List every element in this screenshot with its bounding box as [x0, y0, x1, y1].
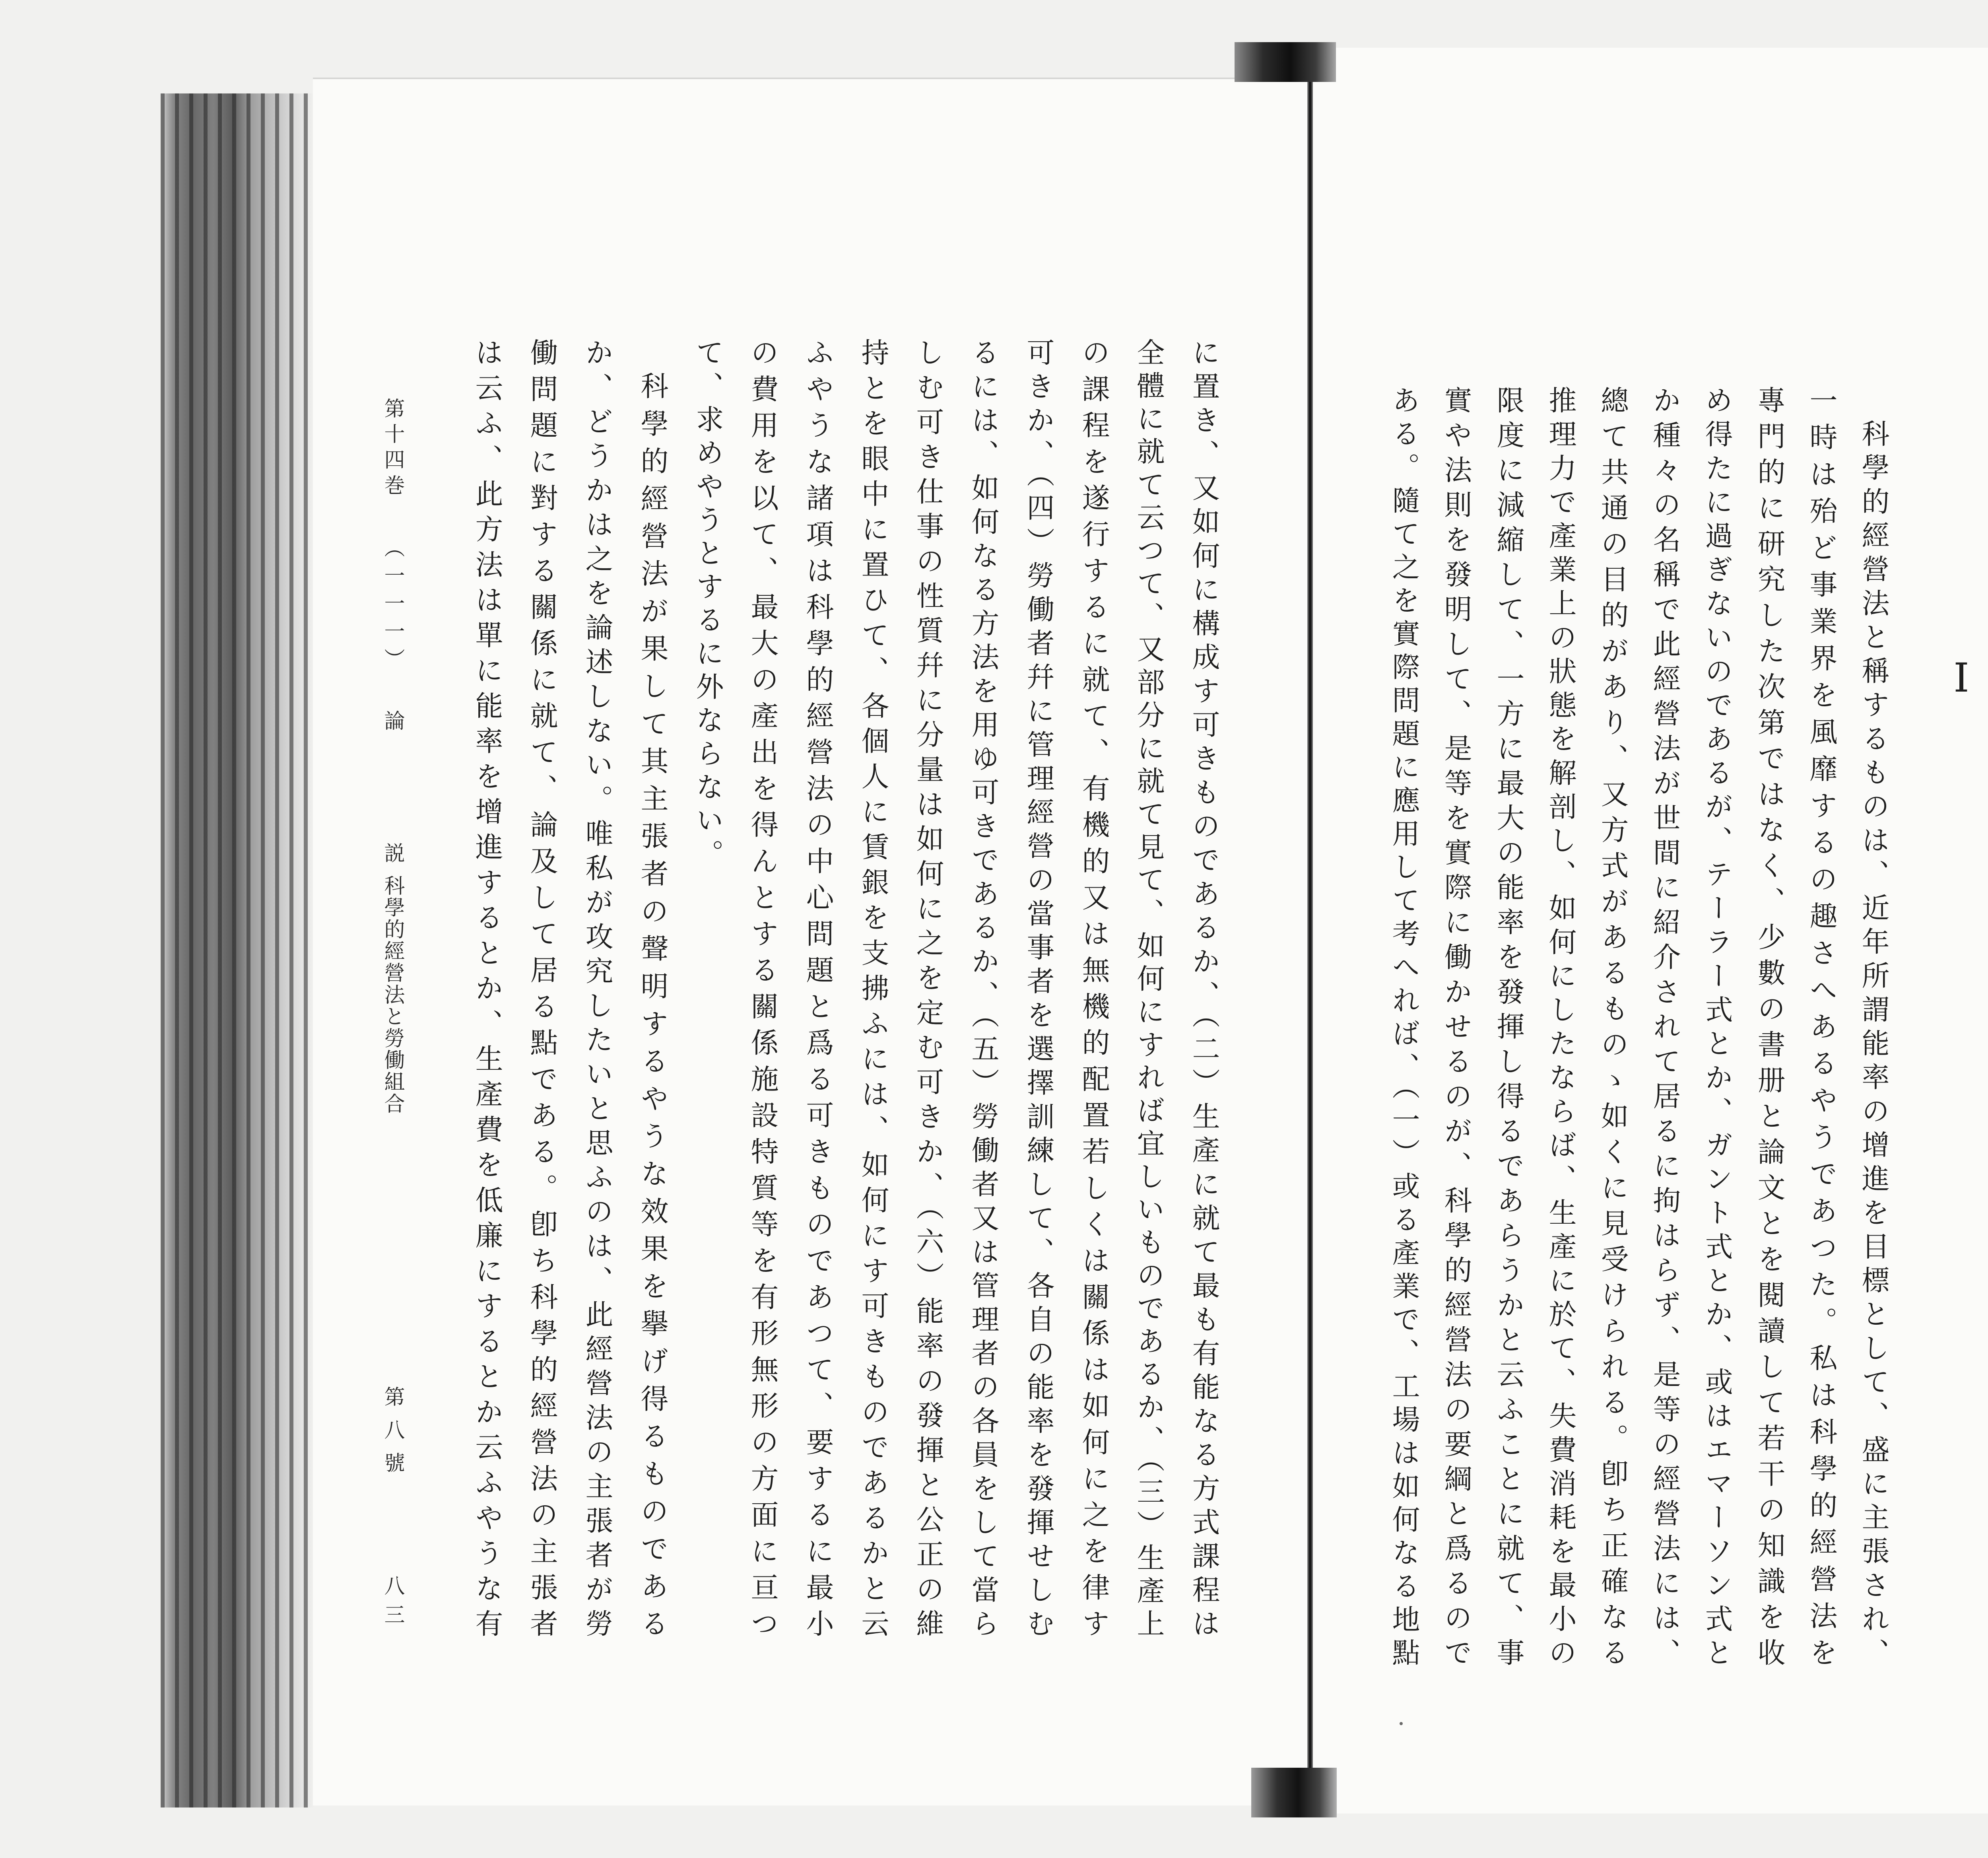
- text-column: て、求めやうとするに外ならない。: [691, 338, 724, 873]
- text-column: しむ可き仕事の性質幷に分量は如何に之を定む可きか、（六）能率の發揮と公正の維: [912, 338, 944, 1637]
- scan-speck: [1400, 1722, 1403, 1725]
- gutter-shadow: [1307, 60, 1313, 1806]
- text-column: 科學的經營法と稱するものは、近年所謂能率の增進を目標として、盛に主張され、: [1857, 419, 1890, 1666]
- text-column: 限度に減縮して、一方に最大の能率を發揮し得るであらうかと云ふことに就て、事: [1492, 386, 1525, 1666]
- binding-bottom-shadow: [1251, 1768, 1337, 1817]
- section-label: 論説: [381, 710, 404, 863]
- text-column: 科學的經營法が果して其主張者の聲明するやうな效果を擧げ得るものである: [636, 371, 669, 1637]
- text-column: か、どうかは之を論述しない。唯私が攻究したいと思ふのは、此經營法の主張者が勞: [581, 338, 613, 1637]
- serial-page-number: （一一一）: [381, 537, 404, 669]
- text-column: 働問題に對する關係に就て、論及して居る點である。卽ち科學的經營法の主張者: [526, 338, 558, 1637]
- section-number: I: [1953, 655, 1969, 701]
- page-stack-edge: [161, 93, 316, 1807]
- text-column: 總て共通の目的があり、又方式があるものゝ如くに見受けられる。卽ち正確なる: [1596, 386, 1629, 1666]
- volume-label: 第十四巻: [381, 398, 404, 495]
- text-column: の課程を遂行するに就て、有機的又は無機的配置若しくは關係は如何に之を律す: [1077, 338, 1110, 1637]
- text-column: 實や法則を發明して、是等を實際に働かせるのが、科學的經營法の要綱と爲るので: [1440, 386, 1472, 1666]
- text-column: るには、如何なる方法を用ゆ可きであるか、（五）勞働者又は管理者の各員をして當ら: [967, 338, 1000, 1637]
- text-column: ある。隨て之を實際問題に應用して考へれば、（一）或る產業で、工場は如何なる地點: [1388, 386, 1420, 1666]
- text-column: 專門的に研究した次第ではなく、少數の書册と論文とを閱讀して若干の知識を收: [1753, 386, 1786, 1666]
- binding-top-shadow: [1235, 42, 1336, 82]
- text-column: に置き、又如何に構成す可きものであるか、（二）生產に就て最も有能なる方式課程は: [1188, 338, 1220, 1637]
- text-column: 可きか、（四）勞働者幷に管理經營の當事者を選擇訓練して、各自の能率を發揮せしむ: [1022, 338, 1055, 1637]
- text-column: め得たに過ぎないのであるが、テーラー式とか、ガント式とか、或はエマーソン式と: [1701, 386, 1733, 1666]
- text-column: 持とを眼中に置ひて、各個人に賃銀を支拂ふには、如何にす可きものであるかと云: [857, 338, 889, 1637]
- text-column: 一時は殆ど事業界を風靡するの趣さへあるやうであつた。私は科學的經營法を: [1805, 386, 1838, 1666]
- text-column: は云ふ、此方法は單に能率を增進するとか、生產費を低廉にするとか云ふやうな有: [471, 338, 503, 1637]
- issue-label: 第八號: [381, 1386, 404, 1473]
- page-number: 八三: [381, 1575, 404, 1625]
- text-column: 推理力で產業上の狀態を解剖し、如何にしたならば、生產に於て、失費消耗を最小の: [1544, 386, 1577, 1666]
- text-column: の費用を以て、最大の產出を得んとする關係施設特質等を有形無形の方面に亘つ: [746, 338, 779, 1637]
- running-title: 科學的經營法と勞働組合: [381, 875, 404, 1114]
- text-column: 全體に就て云つて、又部分に就て見て、如何にすれば宜しいものであるか、（三）生產上: [1132, 338, 1165, 1637]
- text-column: か種々の名稱で此經營法が世間に紹介されて居るに拘はらず、是等の經營法には、: [1648, 386, 1681, 1666]
- text-column: ふやうな諸項は科學的經營法の中心問題と爲る可きものであつて、要するに最小: [802, 338, 834, 1637]
